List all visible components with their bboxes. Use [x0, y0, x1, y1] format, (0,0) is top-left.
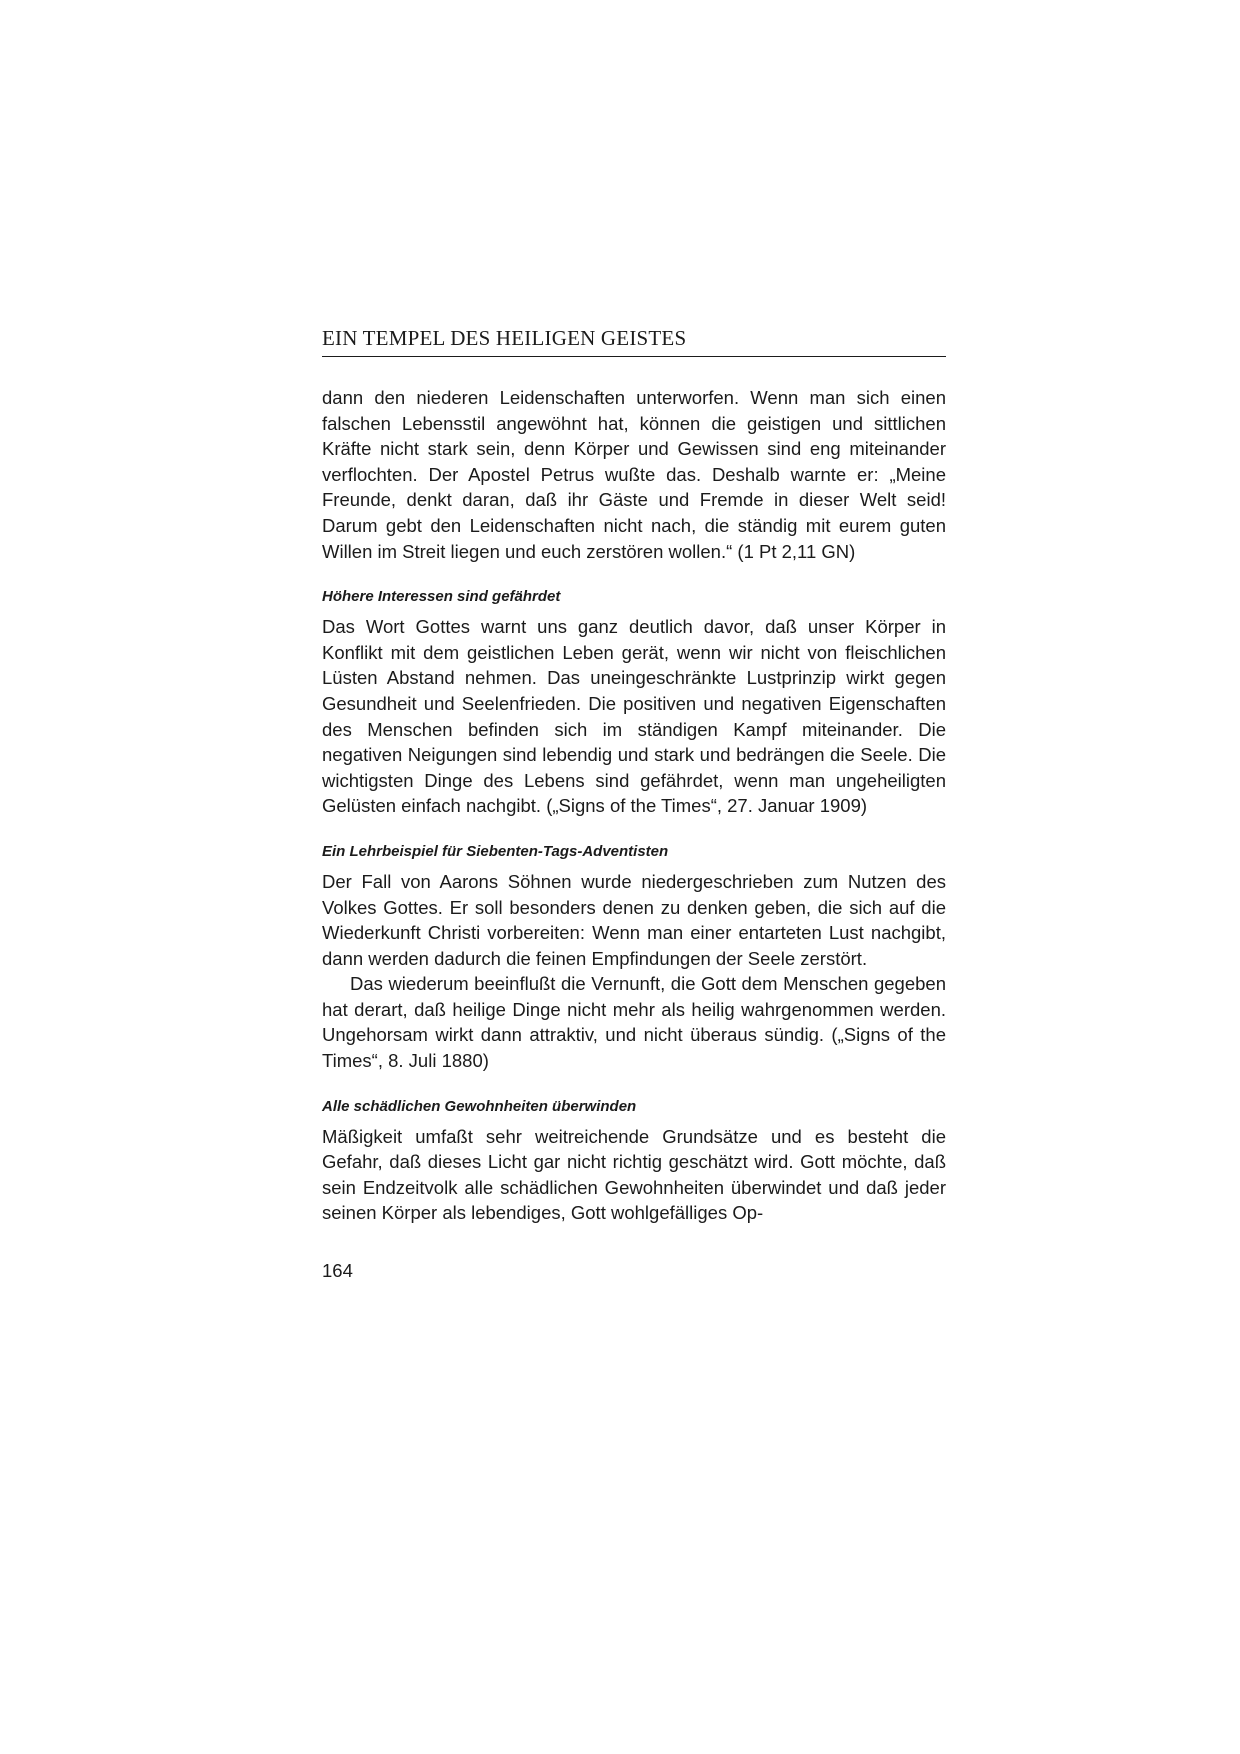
page-number: 164 [322, 1260, 353, 1282]
section-paragraph: Das wiederum beeinflußt die Vernunft, die Gott dem Menschen gegeben hat derart, daß heilige Dinge nicht mehr als heilig wahrgenommen werden. Ungehorsam wirkt dann attraktiv, und nicht überaus sündig. („Signs of the Times“, 8. Juli 1880) [322, 973, 946, 1072]
section-paragraph: Mäßigkeit umfaßt sehr weitreichende Grundsätze und es besteht die Gefahr, daß dieses Licht gar nicht richtig geschätzt wird. Gott möchte, daß sein Endzeitvolk alle schädlichen Gewohnheiten überwindet und daß jeder seinen Körper als lebendiges, Gott wohlgefälliges Op- [322, 1125, 946, 1224]
section-heading: Höhere Interessen sind gefährdet [322, 588, 561, 606]
book-page [322, 326, 946, 1282]
section-heading: Ein Lehrbeispiel für Siebenten-Tags-Adventisten [322, 842, 669, 860]
running-head: EIN TEMPEL DES HEILIGEN GEISTES [322, 326, 946, 357]
intro-paragraph: dann den niederen Leidenschaften unterworfen. Wenn man sich einen falschen Lebensstil angewöhnt hat, können die geistigen und sittlichen Kräfte nicht stark sein, denn Körper und Gewissen sind eng miteinander verflochten. Der Apostel Petrus wußte das. Deshalb warnte er: „Meine Freunde, denkt daran, daß ihr Gäste und Fremde in dieser Welt seid! Darum gebt den Leidenschaften nicht nach, die ständig mit eurem guten Willen im Streit liegen und euch zerstören wollen.“ (1 Pt 2,11 GN) [322, 387, 946, 562]
section-paragraph: Das Wort Gottes warnt uns ganz deutlich davor, daß unser Körper in Konflikt mit dem geistlichen Leben gerät, wenn wir nicht von fleischlichen Lüsten Abstand nehmen. Das uneingeschränkte Lustprinzip wirkt gegen Gesundheit und Seelenfrieden. Die positiven und negativen Eigenschaften des Menschen befinden sich im ständigen Kampf miteinander. Die negativen Neigungen sind lebendig und stark und bedrängen die Seele. Die wichtigsten Dinge des Lebens sind gefährdet, wenn man ungeheiligten Gelüsten einfach nachgibt. („Signs of the Times“, 27. Januar 1909) [322, 616, 946, 817]
section-heading: Alle schädlichen Gewohnheiten überwinden [322, 1097, 637, 1115]
section-paragraph: Der Fall von Aarons Söhnen wurde niedergeschrieben zum Nutzen des Volkes Gottes. Er soll besonders denen zu denken geben, die sich auf die Wiederkunft Christi vorbereiten: Wenn man einer entarteten Lust nachgibt, dann werden dadurch die feinen Empfindungen der Seele zerstört. [322, 870, 946, 969]
